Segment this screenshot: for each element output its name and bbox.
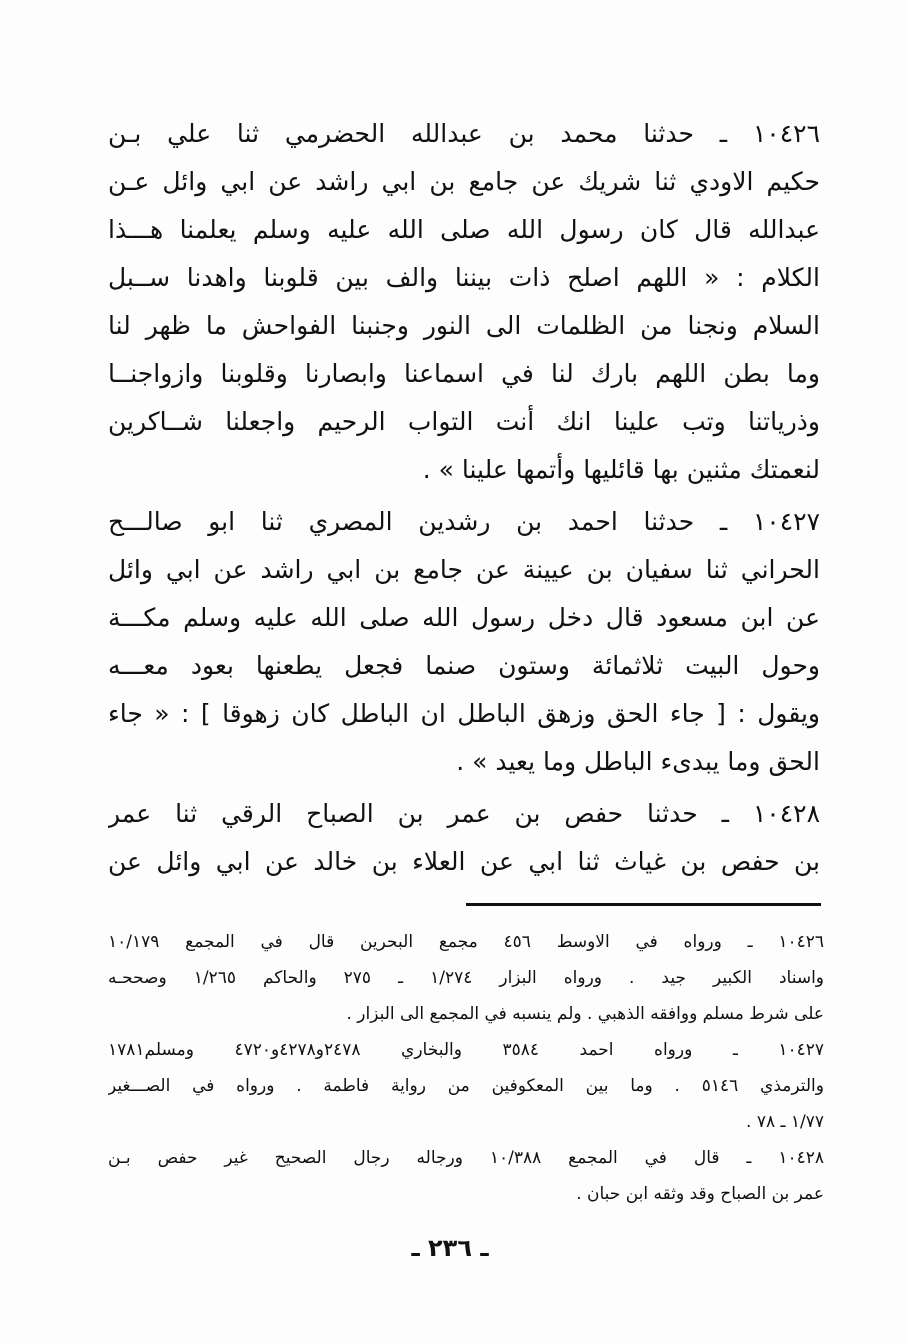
page-number: ـ ٢٣٦ ـ: [411, 1234, 489, 1262]
footnote-line: ١٠٤٢٨ ـ قال في المجمع ١٠/٣٨٨ ورجاله رجال الصحيح غير حفص بـن: [108, 1148, 824, 1168]
main-text: [108, 110, 820, 890]
footnote-10427: [108, 1032, 824, 1140]
hadith-10426: [108, 110, 820, 494]
footnote-line: ١/٧٧ ـ ٧٨ .: [746, 1112, 824, 1132]
footnote-line: واسناد الكبير جيد . ورواه البزار ١/٢٧٤ ـ ٢٧٥ والحاكم ١/٢٦٥ وصححـه: [108, 968, 824, 988]
footnote-line: ١٠٤٢٧ ـ ورواه احمد ٣٥٨٤ والبخاري ٢٤٧٨و٤٢٧٨و٤٧٢٠ ومسلم١٧٨١: [108, 1040, 824, 1060]
footnote-10428: [108, 1140, 824, 1212]
footnote-line: عمر بن الصباح وقد وثقه ابن حبان .: [576, 1184, 824, 1204]
text-line: حكيم الاودي ثنا شريك عن جامع بن ابي راشد عن ابي وائل عـن: [108, 167, 820, 196]
text-line: الحق وما يبدىء الباطل وما يعيد » .: [456, 747, 820, 776]
hadith-10428: [108, 790, 820, 886]
footnote-line: والترمذي ٥١٤٦ . وما بين المعكوفين من رواية فاطمة . ورواه في الصـــغير: [108, 1076, 824, 1096]
text-line: بن حفص بن غياث ثنا ابي عن العلاء بن خالد عن ابي وائل عن: [108, 847, 820, 876]
text-line: ١٠٤٢٨ ـ حدثنا حفص بن عمر بن الصباح الرقي ثنا عمر: [108, 799, 820, 828]
text-line: ويقول : [ جاء الحق وزهق الباطل ان الباطل كان زهوقا ] : « جاء: [108, 699, 820, 728]
text-line: وذرياتنا وتب علينا انك أنت التواب الرحيم واجعلنا شــاكرين: [108, 407, 820, 436]
footnote-line: ١٠٤٢٦ ـ ورواه في الاوسط ٤٥٦ مجمع البحرين قال في المجمع ١٠/١٧٩: [108, 932, 824, 952]
text-line: وما بطن اللهم بارك لنا في اسماعنا وابصارنا وقلوبنا وازواجنــا: [108, 359, 820, 388]
text-line: الكلام : « اللهم اصلح ذات بيننا والف بين قلوبنا واهدنا ســبل: [108, 263, 820, 292]
footnotes: [108, 924, 824, 1212]
text-line: لنعمتك مثنين بها قائليها وأتمها علينا » .: [422, 455, 820, 484]
text-line: عبدالله قال كان رسول الله صلى الله عليه وسلم يعلمنا هـــذا: [108, 215, 820, 244]
text-line: السلام ونجنا من الظلمات الى النور وجنبنا الفواحش ما ظهر لنا: [108, 311, 820, 340]
text-line: وحول البيت ثلاثمائة وستون صنما فجعل يطعنها بعود معـــه: [108, 651, 820, 680]
hadith-10427: [108, 498, 820, 786]
footnote-10426: [108, 924, 824, 1032]
text-line: ١٠٤٢٧ ـ حدثنا احمد بن رشدين المصري ثنا ابو صالـــح: [108, 507, 820, 536]
footnote-separator: [466, 903, 821, 906]
text-line: الحراني ثنا سفيان بن عيينة عن جامع بن ابي راشد عن ابي وائل: [108, 555, 820, 584]
text-line: ١٠٤٢٦ ـ حدثنا محمد بن عبدالله الحضرمي ثنا علي بـن: [108, 119, 820, 148]
footnote-line: على شرط مسلم ووافقه الذهبي . ولم ينسبه في المجمع الى البزار .: [346, 1004, 824, 1024]
text-line: عن ابن مسعود قال دخل رسول الله صلى الله عليه وسلم مكـــة: [108, 603, 820, 632]
